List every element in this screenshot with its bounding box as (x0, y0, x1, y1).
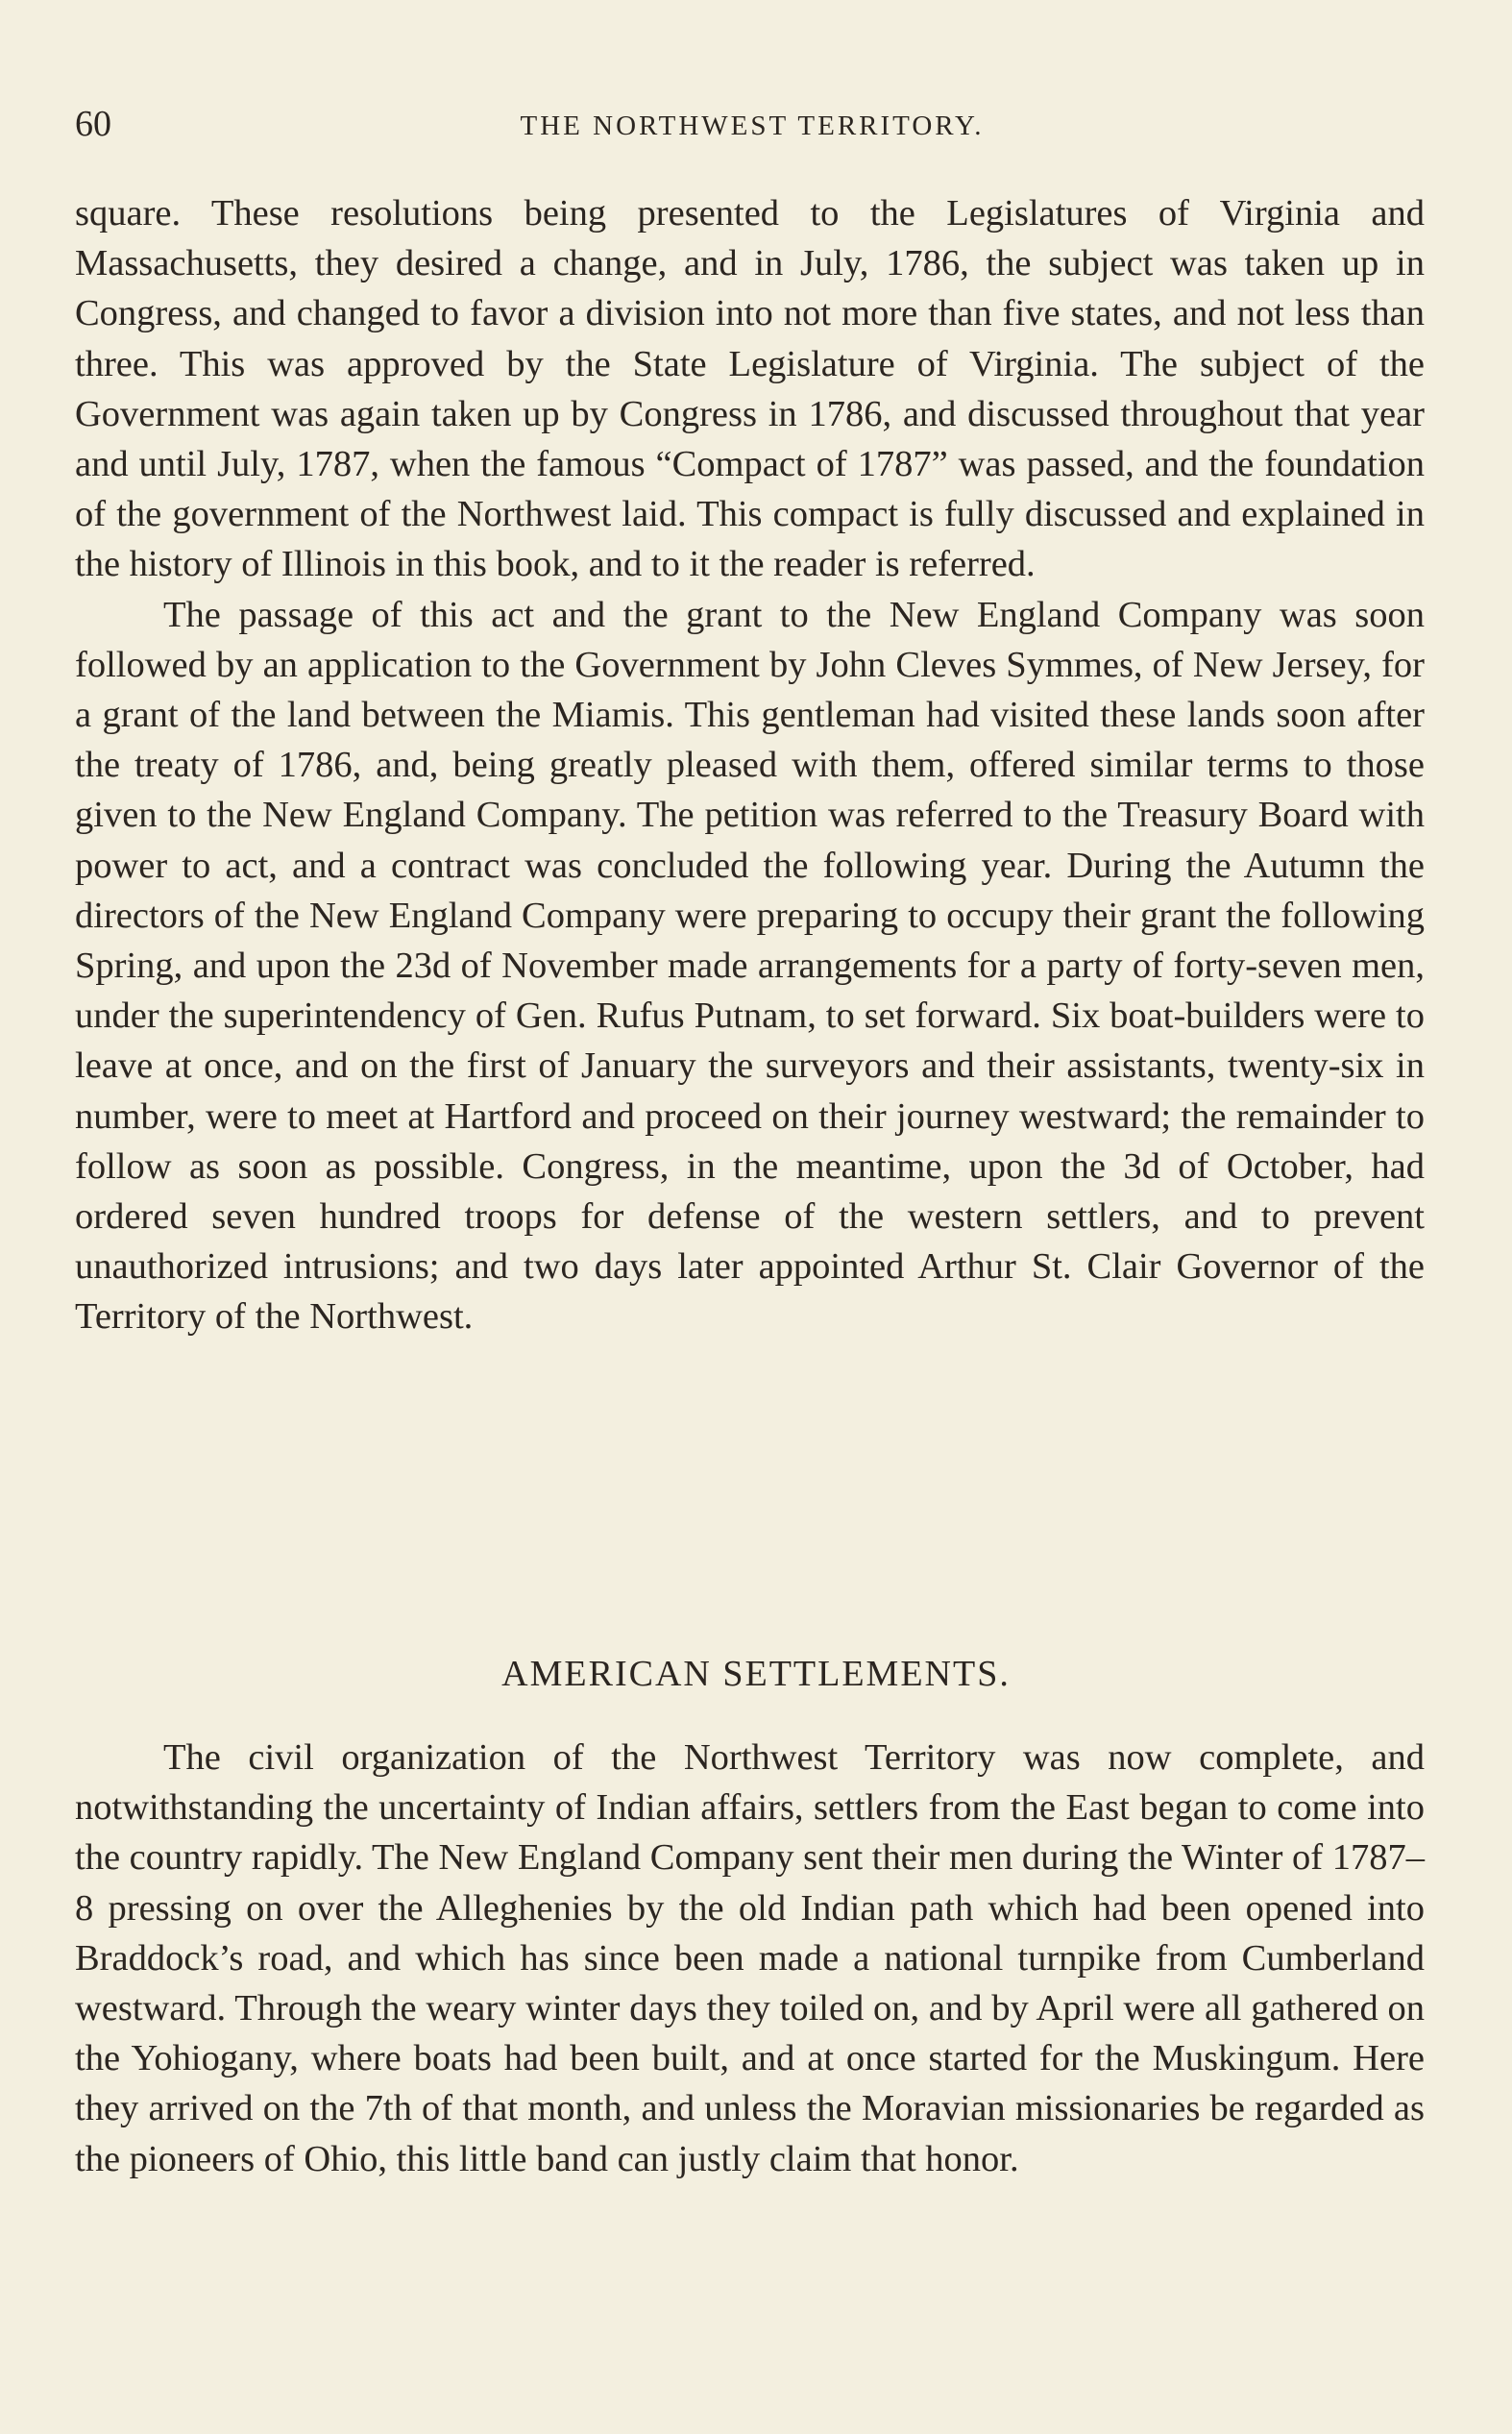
section-text (75, 1733, 1425, 2184)
paragraph-continued: square. These resolutions being presented to the Legislatures of Virginia and Massachusetts, they desired a change, and in July, 1786, the subject was taken up in Congress, and changed to favor a division into not more than five states, and not less than three. This was approved by the State Legislature of Virginia. The subject of the Government was again taken up by Congress in 1786, and discussed throughout that year and until July, 1787, when the famous “Compact of 1787” was passed, and the foundation of the government of the Northwest laid. This compact is fully discussed and explained in the history of Illinois in this book, and to it the reader is referred. (75, 193, 1425, 585)
paragraph: The passage of this act and the grant to the New England Company was soon followed by an application to the Government by John Cleves Symmes, of New Jersey, for a grant of the land between the Miamis. This gentleman had visited these lands soon after the treaty of 1786, and, being greatly pleased with them, offered similar terms to those given to the New England Company. The petition was referred to the Treasury Board with power to act, and a contract was concluded the following year. During the Autumn the directors of the New England Company were preparing to occupy their grant the following Spring, and upon the 23d of November made arrangements for a party of forty-seven men, under the superintendency of Gen. Rufus Putnam, to set forward. Six boat-builders were to leave at once, and on the first of January the surveyors and their assistants, twenty-six in number, were to meet at Hartford and proceed on their journey westward; the remainder to follow as soon as possible. Congress, in the meantime, upon the 3d of October, had ordered seven hundred troops for defense of the western settlers, and to prevent unauthorized intrusions; and two days later appointed Arthur St. Clair Governor of the Territory of the Northwest. (75, 594, 1425, 1338)
body-text (75, 188, 1425, 1342)
section-heading: AMERICAN SETTLEMENTS. (501, 1654, 1011, 1694)
running-head (75, 100, 1429, 148)
running-title: THE NORTHWEST TERRITORY. (520, 111, 985, 141)
page-number: 60 (75, 104, 111, 144)
paragraph: The civil organization of the Northwest Territory was now complete, and notwithstanding the uncertainty of Indian affairs, settlers from the East began to come into the country rapidly. The New England Company sent their men during the Winter of 1787–8 pressing on over the Alleghenies by the old Indian path which had been opened into Braddock’s road, and which has since been made a national turnpike from Cumberland westward. Through the weary winter days they toiled on, and by April were all gathered on the Yohiogany, where boats had been built, and at once started for the Muskingum. Here they arrived on the 7th of that month, and unless the Moravian missionaries be regarded as the pioneers of Ohio, this little band can justly claim that honor. (75, 1737, 1425, 2179)
